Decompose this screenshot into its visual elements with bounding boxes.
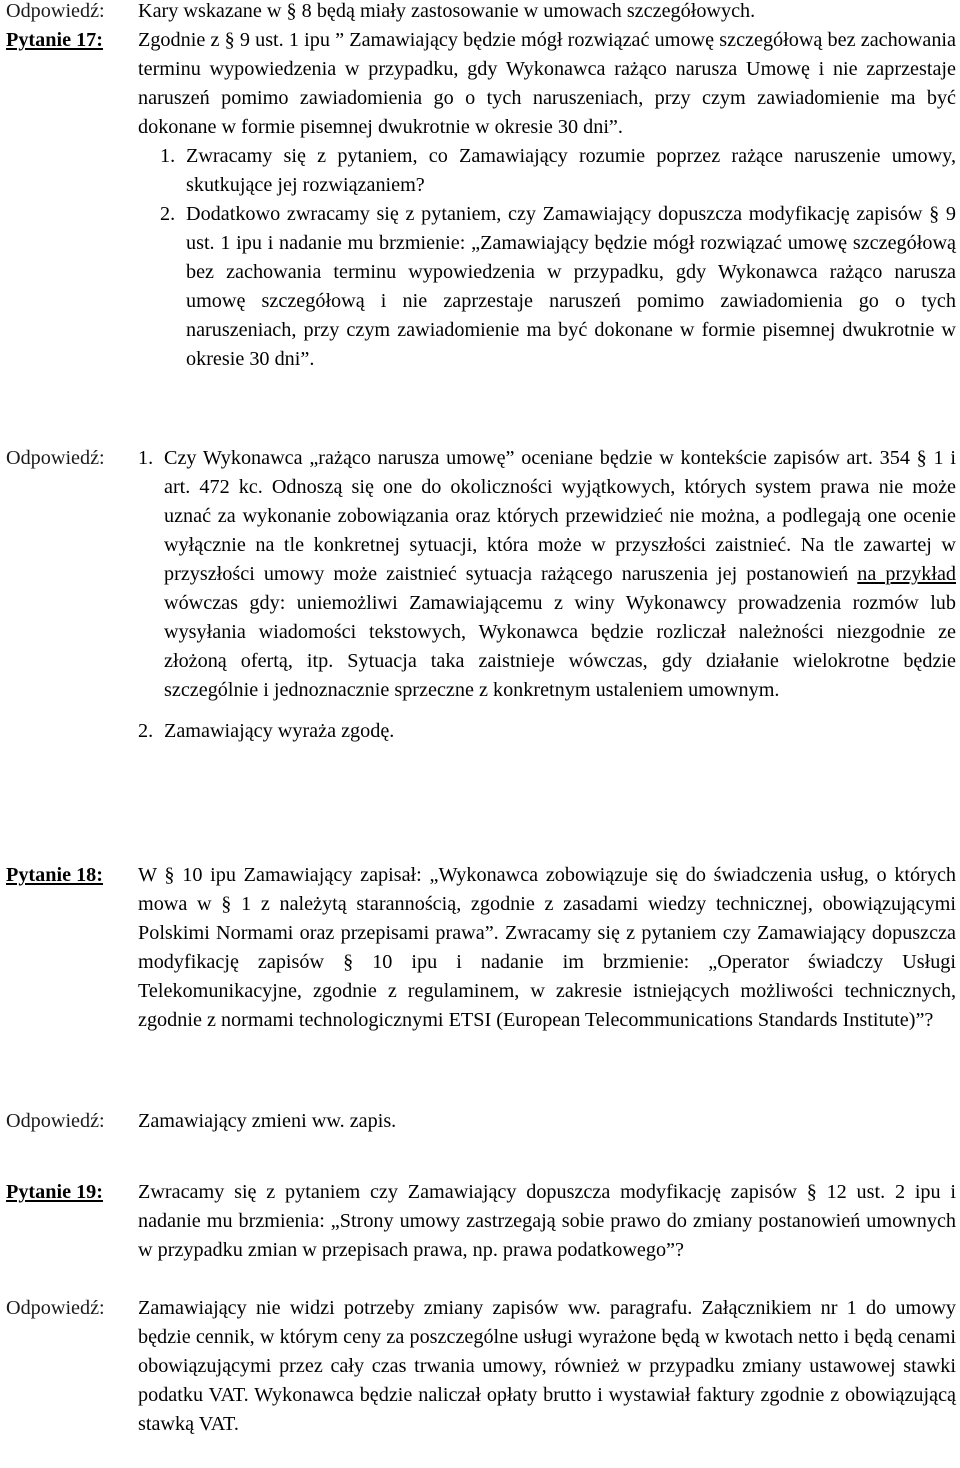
item-number: 1. (138, 447, 154, 469)
answer-text: Zamawiający zmieni ww. zapis. (138, 1110, 397, 1132)
item-number: 2. (160, 203, 176, 225)
answer-label: Odpowiedź: (6, 1110, 105, 1132)
question-text: Zwracamy się z pytaniem czy Zamawiający dopuszcza modyfikację zapisów § 12 ust. 2 ipu i nadanie mu brzmienia: „Strony umowy zastrzegają sobie prawo do zmiany postanowień umownych w przypadku zmian w przepisach prawa, np. prawa podatkowego”? (138, 1181, 956, 1261)
answer-label: Odpowiedź: (6, 447, 105, 469)
answer-19 (6, 1294, 956, 1439)
question-18 (6, 861, 956, 1035)
answer-18 (6, 1107, 956, 1136)
item-text: Zamawiający wyraża zgodę. (164, 720, 395, 742)
item-text: Zwracamy się z pytaniem, co Zamawiający rozumie poprzez rażące naruszenie umowy, skutkujące jej rozwiązaniem? (186, 145, 956, 196)
list-item (138, 444, 956, 705)
answer-label: Odpowiedź: (6, 1297, 105, 1319)
item-number: 1. (160, 145, 176, 167)
item-text: Czy Wykonawca „rażąco narusza umowę” oceniane będzie w kontekście zapisów art. 354 § 1 i art. 472 kc. Odnoszą się one do okoliczności wyjątkowych, których system prawa nie może uznać za wykonanie zobowiązania oraz których przewidzieć nie można, a podlegają one ocenie wyłącznie na tle konkretnej sytuacji, która może w przyszłości zaistnieć. Na tle zawartej w przyszłości umowy może zaistnieć sytuacja rażącego naruszenia jej postanowień na przykład wówczas gdy: uniemożliwi Zamawiającemu z winy Wykonawcy prowadzenia rozmów lub wysyłania wiadomości tekstowych, Wykonawca będzie rozliczał należności niezgodnie ze złożoną ofertą, itp. Sytuacja taka zaistnieje wówczas, gdy działanie wielokrotne będzie szczególnie i jednoznacznie sprzeczne z konkretnym ustaleniem umownym. (164, 447, 956, 701)
answer-17 (6, 444, 956, 746)
question-17 (6, 26, 956, 374)
question-19 (6, 1178, 956, 1265)
list-item (160, 142, 956, 200)
question-text: Zgodnie z § 9 ust. 1 ipu ” Zamawiający będzie mógł rozwiązać umowę szczegółową bez zachowania terminu wypowiedzenia w przypadku, gdy Wykonawca rażąco narusza Umowę i nie zaprzestaje naruszeń pomimo zawiadomienia go o tych naruszeniach, przy czym zawiadomienie ma być dokonane w formie pisemnej dwukrotnie w okresie 30 dni”. (138, 29, 956, 138)
question-label: Pytanie 19: (6, 1181, 103, 1203)
answer-items (138, 444, 956, 746)
answer-label: Odpowiedź: (6, 0, 105, 22)
question-text: W § 10 ipu Zamawiający zapisał: „Wykonawca zobowiązuje się do świadczenia usług, o których mowa w § 1 z należytą starannością, zgodnie z zasadami wiedzy technicznej, obowiązującymi Polskimi Normami oraz przepisami prawa”. Zwracamy się z pytaniem czy Zamawiający dopuszcza modyfikację zapisów § 10 ipu i nadanie im brzmienie: „Operator świadczy Usługi Telekomunikacyjne, zgodnie z regulaminem, w zakresie istniejących możliwości technicznych, zgodnie z normami technologicznymi ETSI (European Telecommunications Standards Institute)”? (138, 864, 956, 1031)
answer-16 (6, 0, 956, 26)
list-item (138, 717, 956, 746)
answer-text: Zamawiający nie widzi potrzeby zmiany zapisów ww. paragrafu. Załącznikiem nr 1 do umowy będzie cennik, w którym ceny za poszczególne usługi wyrażone będą w kwotach netto i będą cenami obowiązującymi przez cały czas trwania umowy, również w przypadku zmiany ustawowej stawki podatku VAT. Wykonawca będzie naliczał opłaty brutto i wystawiał faktury zgodnie z obowiązującą stawką VAT. (138, 1297, 956, 1435)
question-label: Pytanie 17: (6, 29, 103, 51)
answer-text: Kary wskazane w § 8 będą miały zastosowanie w umowach szczegółowych. (138, 0, 756, 22)
item-number: 2. (138, 720, 154, 742)
list-item (160, 200, 956, 374)
item-text: Dodatkowo zwracamy się z pytaniem, czy Zamawiający dopuszcza modyfikację zapisów § 9 ust. 1 ipu i nadanie mu brzmienie: „Zamawiający będzie mógł rozwiązać umowę szczegółową bez zachowania terminu wypowiedzenia w przypadku, gdy Wykonawca rażąco narusza umowę szczegółową i nie zaprzestaje naruszeń pomimo zawiadomienia go o tych naruszeniach, przy czym zawiadomienie ma być dokonane w formie pisemnej dwukrotnie w okresie 30 dni”. (186, 203, 956, 370)
question-label: Pytanie 18: (6, 864, 103, 886)
question-items (160, 142, 956, 374)
